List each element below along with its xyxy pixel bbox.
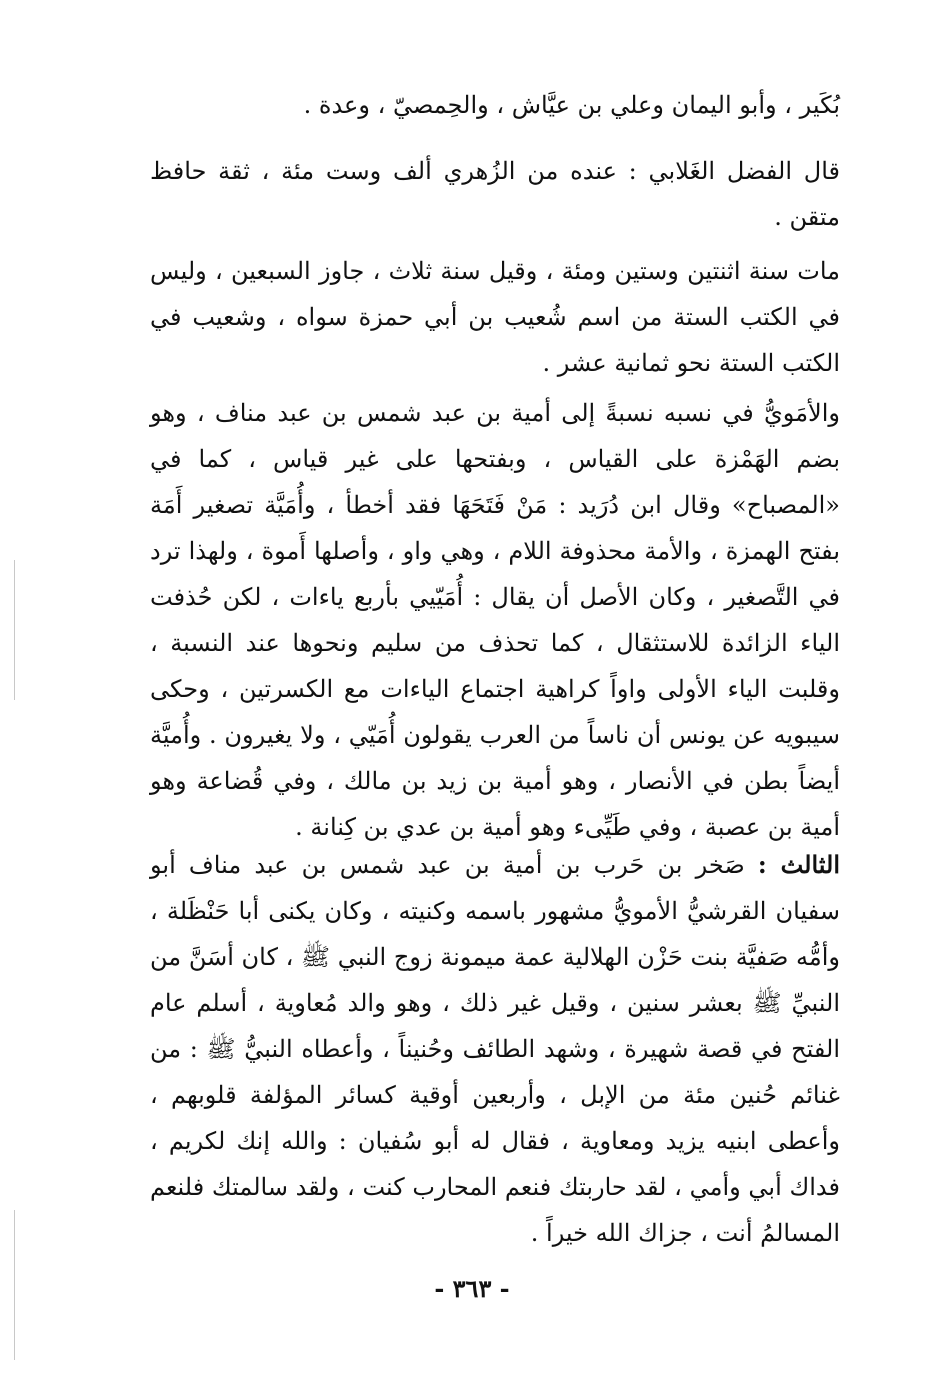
section-lead-word: الثالث : xyxy=(757,850,840,879)
paragraph-text: مات سنة اثنتين وستين ومئة ، وقيل سنة ثلاث ، جاوز السبعين ، وليس في الكتب الستة من اسم شُعيب بن أبي حمزة سواه ، وشعيب في الكتب الستة نحو ثمانية عشر . xyxy=(150,257,840,377)
paragraph xyxy=(150,248,840,386)
paragraph xyxy=(150,842,840,1256)
page-number: - ٣٦٣ - xyxy=(434,1274,510,1303)
paragraph-text xyxy=(150,842,840,1256)
paragraph-text: والأمَويُّ في نسبه نسبةً إلى أمية بن عبد شمس بن عبد مناف ، وهو بضم الهَمْزة على القياس ، وبفتحها على غير قياس ، كما في «المصباح» وقال ابن دُرَيد : مَنْ فَتَحَهَا فقد أخطأ ، وأُمَيَّة تصغير أَمَة بفتح الهمزة ، والأمة محذوفة اللام ، وهي واو ، وأصلها أَموة ، ولهذا ترد في التَّصغير ، وكان الأصل أن يقال : أُمَيّيي بأربع ياءات ، لكن حُذفت الياء الزائدة للاستثقال ، كما تحذف من سليم ونحوها عند النسبة ، وقلبت الياء الأولى واواً كراهية اجتماع الياءات مع الكسرتين ، وحكى سيبويه عن يونس أن ناساً من العرب يقولون أُمَيّي ، ولا يغيرون . وأُميَّة أيضاً بطن في الأنصار ، وهو أمية بن زيد بن مالك ، وفي قُضاعة وهو أمية بن عصبة ، وفي طَيِّىء وهو أمية بن عدي بن كِنانة . xyxy=(150,399,840,841)
paragraph-text: قال الفضل الغَلابي : عنده من الزُهري ألف وست مئة ، ثقة حافظ متقن . xyxy=(150,157,840,231)
paragraph-body: صَخر بن حَرب بن أمية بن عبد شمس بن عبد مناف أبو سفيان القرشيُّ الأمويُّ مشهور باسمه وكنيته ، وكان يكنى أبا حَنْظَلة ، وأمُّه صَفيَّة بنت حَزْن الهلالية عمة ميمونة زوج النبي ﷺ ، كان أسَنَّ من النبيِّ ﷺ بعشر سنين ، وقيل غير ذلك ، وهو والد مُعاوية ، أسلم عام الفتح في قصة شهيرة ، وشهد الطائف وحُنيناً ، وأعطاه النبيُّ ﷺ : من غنائم حُنين مئة من الإبل ، وأربعين أوقية كسائر المؤلفة قلوبهم ، وأعطى ابنيه يزيد ومعاوية ، فقال له أبو سُفيان : والله إنك لكريم ، فداك أبي وأمي ، لقد حاربتك فنعم المحارب كنت ، ولقد سالمتك فلنعم المسالمُ أنت ، جزاك الله خيراً . xyxy=(150,851,840,1247)
paragraph xyxy=(150,82,840,128)
paragraph xyxy=(150,148,840,240)
scan-edge-line xyxy=(14,560,15,700)
paragraph-text: بُكَير ، وأبو اليمان وعلي بن عيَّاش ، والحِمصيّ ، وعدة . xyxy=(303,91,840,119)
paragraph xyxy=(150,390,840,850)
